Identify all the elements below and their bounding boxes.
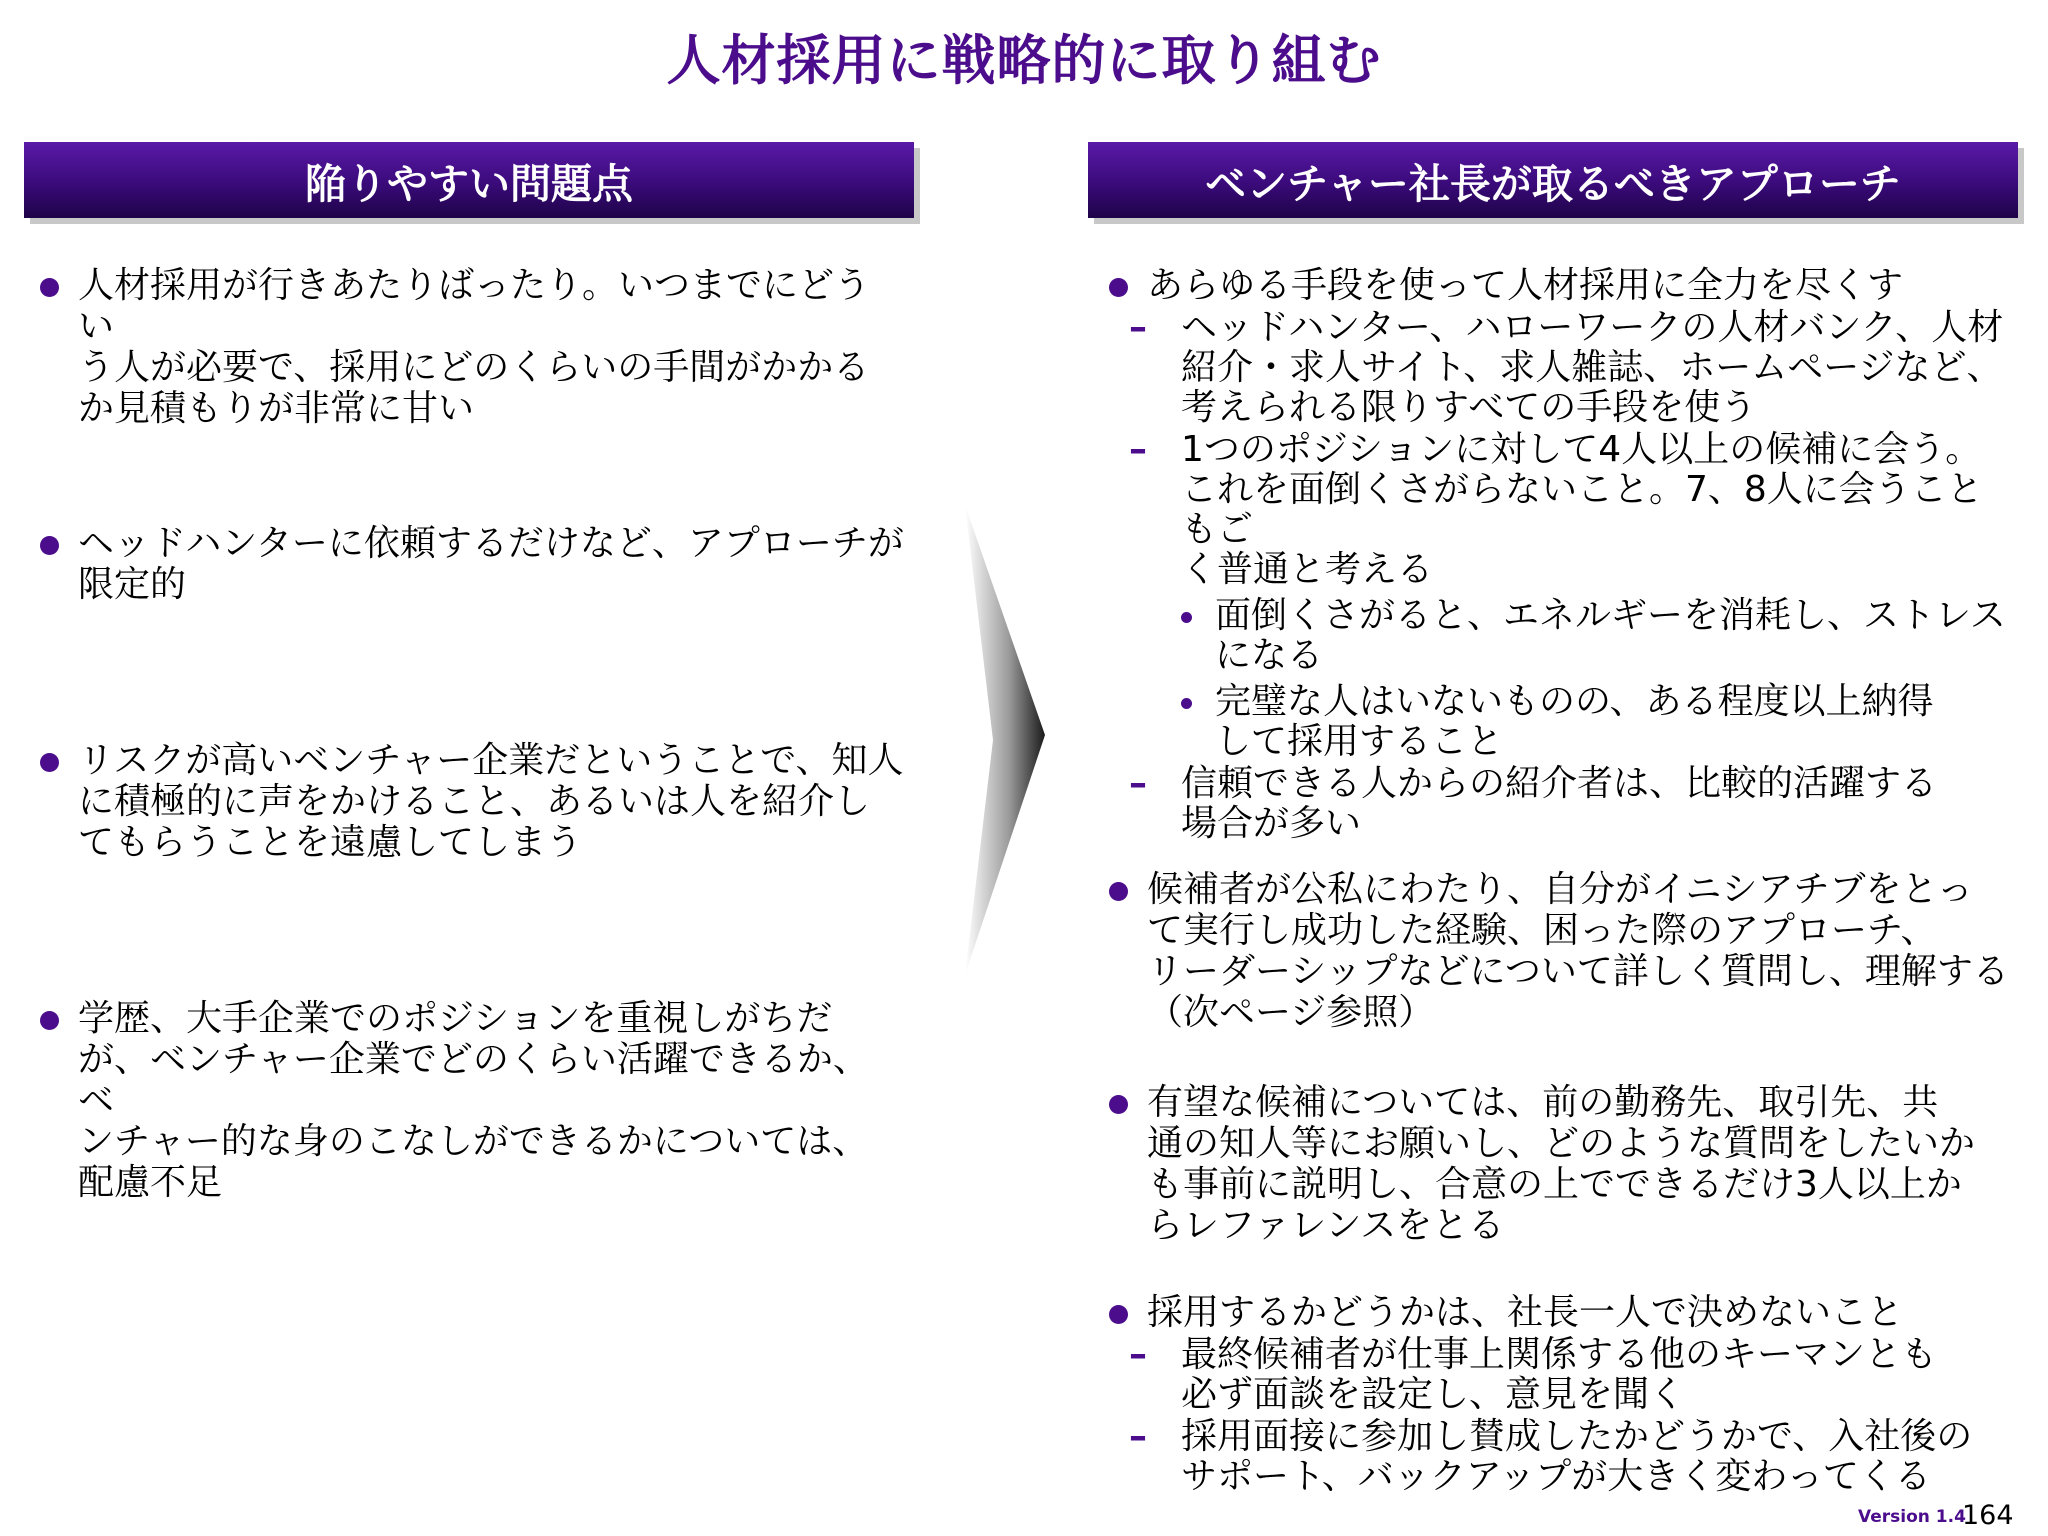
dash-icon: – [1129, 1416, 1147, 1457]
problem-item [24, 998, 904, 1203]
approach-text: 候補者が公私にわたり、自分がイニシアチブをとっ て実行し成功した経験、困った際のアプローチ、 リーダーシップなどについて詳しく質問し、理解する （次ページ参照） [1147, 869, 2009, 1033]
small-dot-icon [1181, 612, 1192, 623]
approach-subsubitem: 完璧な人はいないものの、ある程度以上納得 して採用すること [1215, 681, 1934, 762]
page-title: 人材採用に戦略的に取り組む [666, 29, 1382, 92]
problem-text: 人材採用が行きあたりばったり。いつまでにどうい う人が必要で、採用にどのくらいの手間がかかる か見積もりが非常に甘い [78, 265, 871, 429]
bullet-dot-icon [1109, 1095, 1128, 1114]
problem-text: 学歴、大手企業でのポジションを重視しがちだ が、ベンチャー企業でどのくらい活躍できるか、ベ ンチャー的な身のこなしができるかについては、 配慮不足 [78, 998, 869, 1203]
problem-item [24, 523, 904, 605]
bullet-dot-icon [40, 536, 59, 555]
problems-header [24, 142, 914, 218]
approach-subsubitem: 面倒くさがると、エネルギーを消耗し、ストレス になる [1215, 595, 2006, 676]
approach-header-label: ベンチャー社長が取るべきアプローチ [1205, 159, 1901, 208]
bullet-dot-icon [40, 278, 59, 297]
problem-text: リスクが高いベンチャー企業だということで、知人 に積極的に声をかけること、あるいは人を紹介し てもらうことを遠慮してしまう [78, 740, 904, 863]
approach-item [1093, 1082, 2018, 1246]
dash-icon: – [1129, 429, 1147, 470]
dash-icon: – [1129, 307, 1147, 348]
dash-icon: – [1129, 1334, 1147, 1375]
bullet-dot-icon [1109, 278, 1128, 297]
version-label: Version 1.4 [1858, 1507, 1966, 1527]
problems-header-label: 陥りやすい問題点 [305, 159, 633, 208]
chevron-right-icon [965, 505, 1045, 975]
page-number: 164 [1962, 1500, 2014, 1531]
approach-subitem: ヘッドハンター、ハローワークの人材バンク、人材 紹介・求人サイト、求人雑誌、ホームページなど、 考えられる限りすべての手段を使う [1181, 307, 2004, 428]
approach-header [1088, 142, 2018, 218]
approach-subitem: 最終候補者が仕事上関係する他のキーマンとも 必ず面談を設定し、意見を聞く [1181, 1334, 1938, 1415]
bullet-dot-icon [40, 1011, 59, 1030]
problem-text: ヘッドハンターに依頼するだけなど、アプローチが 限定的 [78, 523, 904, 605]
approach-subitem: 1つのポジションに対して4人以上の候補に会う。 これを面倒くさがらないこと。7、8人に会うこともご く普通と考える [1181, 429, 1983, 590]
approach-subitem: 採用面接に参加し賛成したかどうかで、入社後の サポート、バックアップが大きく変わってくる [1181, 1416, 1973, 1497]
approach-text: あらゆる手段を使って人材採用に全力を尽くす [1147, 265, 1904, 306]
approach-text: 採用するかどうかは、社長一人で決めないこと [1147, 1292, 1904, 1333]
approach-item [1093, 869, 2018, 1033]
approach-subitem: 信頼できる人からの紹介者は、比較的活躍する 場合が多い [1181, 763, 1938, 844]
small-dot-icon [1181, 698, 1192, 709]
bullet-dot-icon [40, 753, 59, 772]
bullet-dot-icon [1109, 882, 1128, 901]
problem-item [24, 740, 904, 863]
problem-item [24, 265, 904, 429]
approach-item [1093, 265, 2018, 844]
bullet-dot-icon [1109, 1305, 1128, 1324]
dash-icon: – [1129, 763, 1147, 804]
approach-item [1093, 1292, 2018, 1497]
approach-text: 有望な候補については、前の勤務先、取引先、共 通の知人等にお願いし、どのような質問をしたいか も事前に説明し、合意の上でできるだけ3人以上か らレファレンスをとる [1147, 1082, 1976, 1246]
